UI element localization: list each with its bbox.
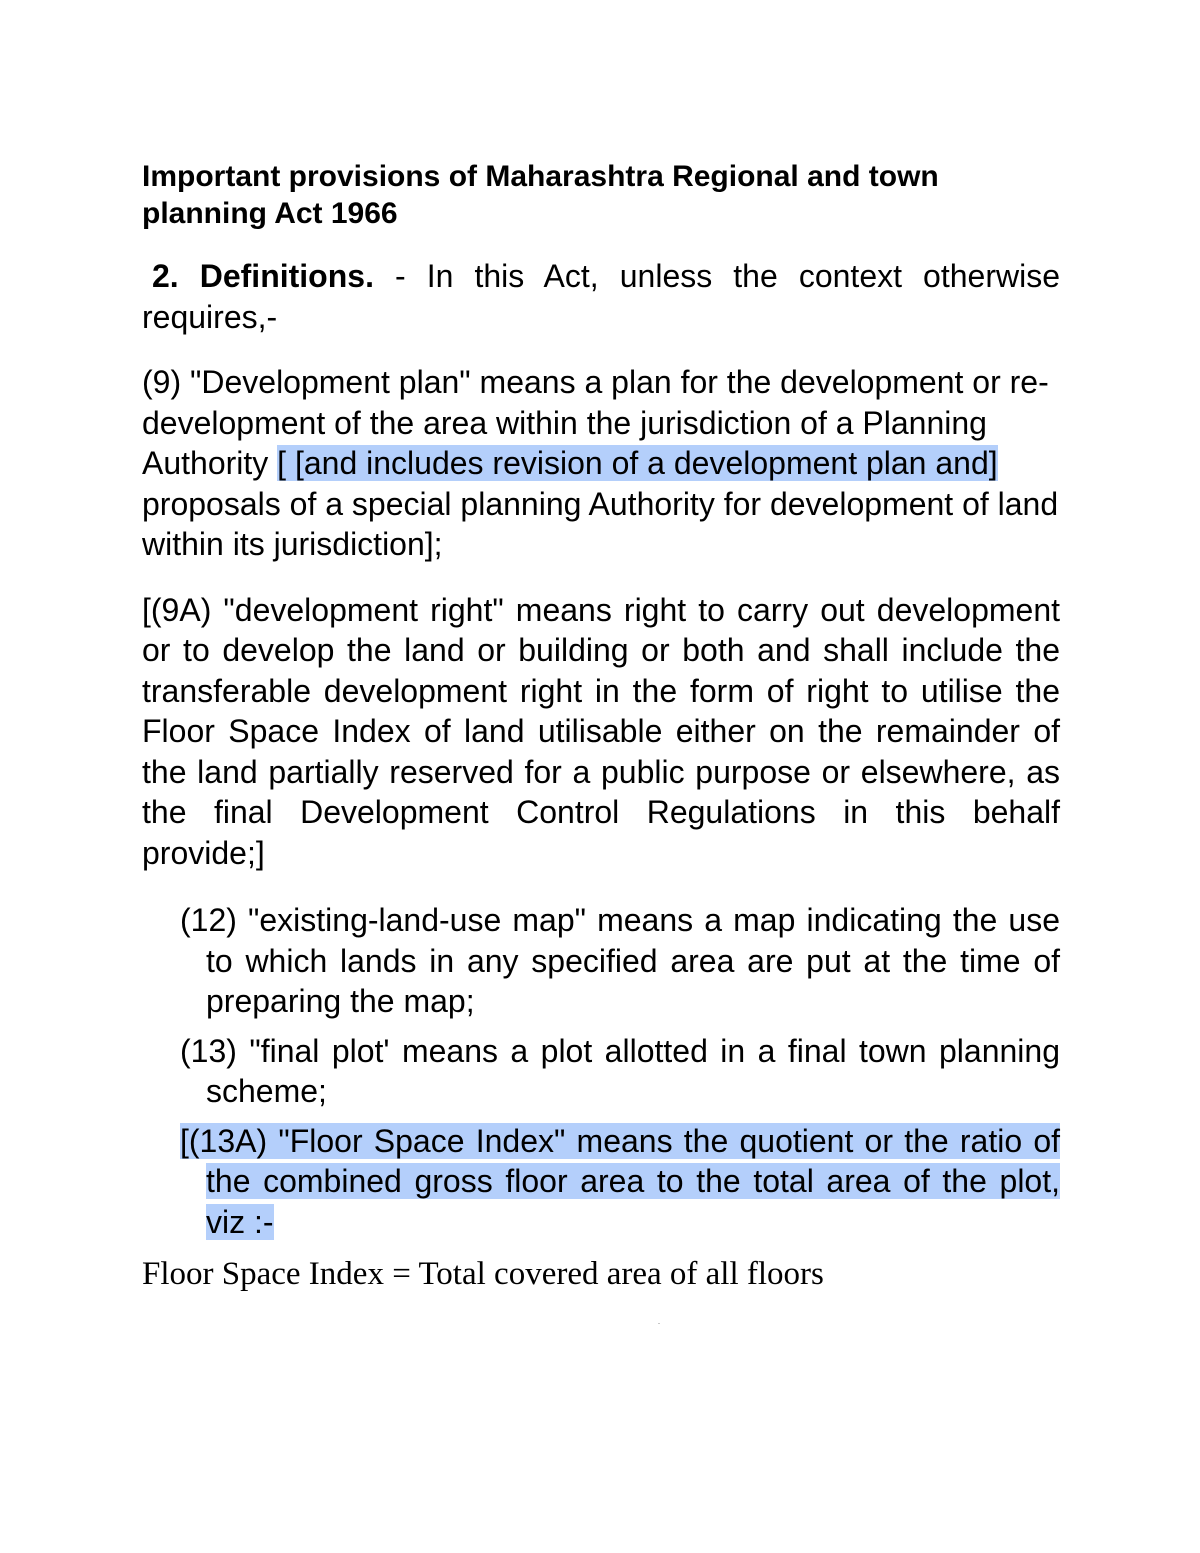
highlighted-text: [(13A) "Floor Space Index" means the quotient or the ratio of the combined gross floor area to the total area of the plot, viz :- — [180, 1122, 1060, 1240]
definition-9a: [(9A) "development right" means right to carry out development or to develop the land or building or both and shall include the transferable development right in the form of right to utilise the Floor Space Index of land utilisable either on the remainder of the land partially reserved for a public purpose or elsewhere, as the final Development Control Regulations in this behalf provide;] — [142, 591, 1060, 871]
document-title: Important provisions of Maharashtra Regional and town planning Act 1966 — [142, 160, 939, 230]
definition-12: (12) "existing-land-use map" means a map indicating the use to which lands in any specified area are put at the time of preparing the map; — [180, 902, 1060, 1019]
definition-list — [142, 900, 1060, 1242]
highlighted-text: [ [and includes revision of a development plan and] — [277, 445, 998, 481]
scan-speck — [658, 1323, 660, 1324]
section-heading: 2. Definitions. — [152, 258, 374, 294]
definition-9-text-end: proposals of a special planning Authority for development of land within its jurisdiction]; — [142, 485, 1059, 562]
definitions-intro — [142, 256, 1060, 337]
fsi-formula: Floor Space Index = Total covered area of all floors — [142, 1256, 824, 1292]
definition-13a — [180, 1121, 1060, 1243]
section-intro-text: - In this Act, unless the context otherwise requires,- — [142, 258, 1061, 335]
definition-9-text-start: (9) "Development plan" means a plan for the development or re-development of the area within the jurisdiction of a Planning Authority — [142, 364, 1049, 481]
document-page — [142, 158, 1060, 1294]
definition-13: (13) "final plot' means a plot allotted in a final town planning scheme; — [180, 1032, 1060, 1109]
definition-9 — [142, 362, 1060, 565]
